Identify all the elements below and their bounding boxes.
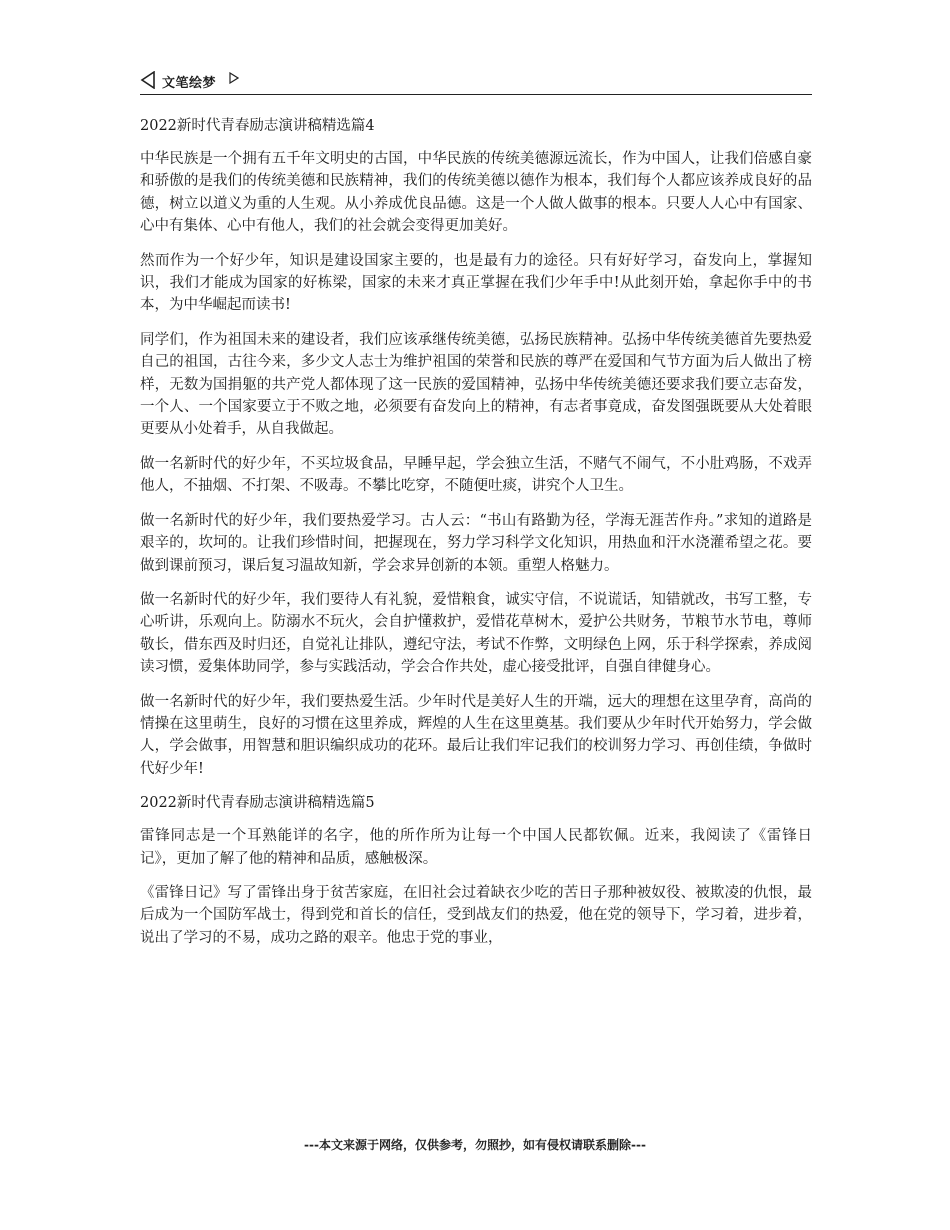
section-title: 2022新时代青春励志演讲稿精选篇4: [140, 118, 375, 134]
document-header: [140, 68, 812, 95]
section: [140, 792, 812, 949]
section-title: 2022新时代青春励志演讲稿精选篇5: [140, 795, 375, 812]
paragraph: 然而作为一个好少年，知识是建设国家主要的，也是最有力的途径。只有好好学习，奋发向上，掌握知识，我们才能成为国家的好栋梁，国家的未来才真正掌握在我们少年手中!从此刻开始，拿起你手中的书本，为中华崛起而读书!: [140, 252, 812, 314]
paragraph: 中华民族是一个拥有五千年文明史的古国，中华民族的传统美德源远流长，作为中国人，让我们倍感自豪和骄傲的是我们的传统美德和民族精神，我们的传统美德以德作为根本，我们每个人都应该养成良好的品德，树立以道义为重的人生观。从小养成优良品德。这是一个人做人做事的根本。只要人人心中有国家、心中有集体、心中有他人，我们的社会就会变得更加美好。: [140, 151, 812, 235]
footer-notice: ---本文来源于网络，仅供参考，勿照抄，如有侵权请联系删除---: [304, 1138, 646, 1152]
paragraph: 做一名新时代的好少年，我们要热爱学习。古人云：“书山有路勤为径，学海无涯苦作舟。”求知的道路是艰辛的，坎坷的。让我们珍惜时间，把握现在，努力学习科学文化知识，用热血和汗水浇灌希望之花。要做到课前预习，课后复习温故知新，学会求异创新的本领。重塑人格魅力。: [140, 512, 812, 574]
brand-name: 文笔绘梦: [162, 76, 217, 91]
document-page: [140, 68, 812, 949]
play-triangle-icon[interactable]: [229, 72, 239, 84]
paragraph: 做一名新时代的好少年，不买垃圾食品，早睡早起，学会独立生活，不赌气不闹气，不小肚鸡肠，不戏弄他人，不抽烟、不打架、不吸毒。不攀比吃穿，不随便吐痰，讲究个人卫生。: [140, 455, 812, 495]
section: [140, 115, 812, 780]
paragraph: 做一名新时代的好少年，我们要待人有礼貌，爱惜粮食，诚实守信，不说谎话，知错就改，书写工整，专心听讲，乐观向上。防溺水不玩火，会自护懂救护，爱惜花草树木，爱护公共财务，节粮节水节电，尊师敬长，借东西及时归还，自觉礼让排队，遵纪守法，考试不作弊，文明绿色上网，乐于科学探索，养成阅读习惯，爱集体助同学，参与实践活动，学会合作共处，虚心接受批评，自强自律健身心。: [140, 591, 812, 676]
paragraph: 同学们，作为祖国未来的建设者，我们应该承继传统美德，弘扬民族精神。弘扬中华传统美德首先要热爱自己的祖国，古往今来，多少文人志士为维护祖国的荣誉和民族的尊严在爱国和气节方面为后人做出了榜样，无数为国捐躯的共产党人都体现了这一民族的爱国精神，弘扬中华传统美德还要求我们要立志奋发，一个人、一个国家要立于不败之地，必须要有奋发向上的精神，有志者事竟成，奋发图强既要从大处着眼更要从小处着手，从自我做起。: [140, 331, 812, 438]
paragraph: 做一名新时代的好少年，我们要热爱生活。少年时代是美好人生的开端，远大的理想在这里孕育，高尚的情操在这里萌生，良好的习惯在这里养成，辉煌的人生在这里奠基。我们要从少年时代开始努力，学会做人，学会做事，用智慧和胆识编织成功的花环。最后让我们牢记我们的校训努力学习、再创佳绩，争做时代好少年!: [140, 693, 812, 777]
paragraph: 《雷锋日记》写了雷锋出身于贫苦家庭，在旧社会过着缺衣少吃的苦日子那种被奴役、被欺凌的仇恨，最后成为一个国防军战士，得到党和首长的信任，受到战友们的热爱，他在党的领导下，学习着，进步着，说出了学习的不易，成功之路的艰辛。他忠于党的事业，: [140, 884, 812, 946]
paragraph: 雷锋同志是一个耳熟能详的名字，他的所作所为让每一个中国人民都钦佩。近来，我阅读了《雷锋日记》，更加了解了他的精神和品质，感触极深。: [140, 828, 812, 867]
back-triangle-icon[interactable]: [140, 71, 156, 89]
